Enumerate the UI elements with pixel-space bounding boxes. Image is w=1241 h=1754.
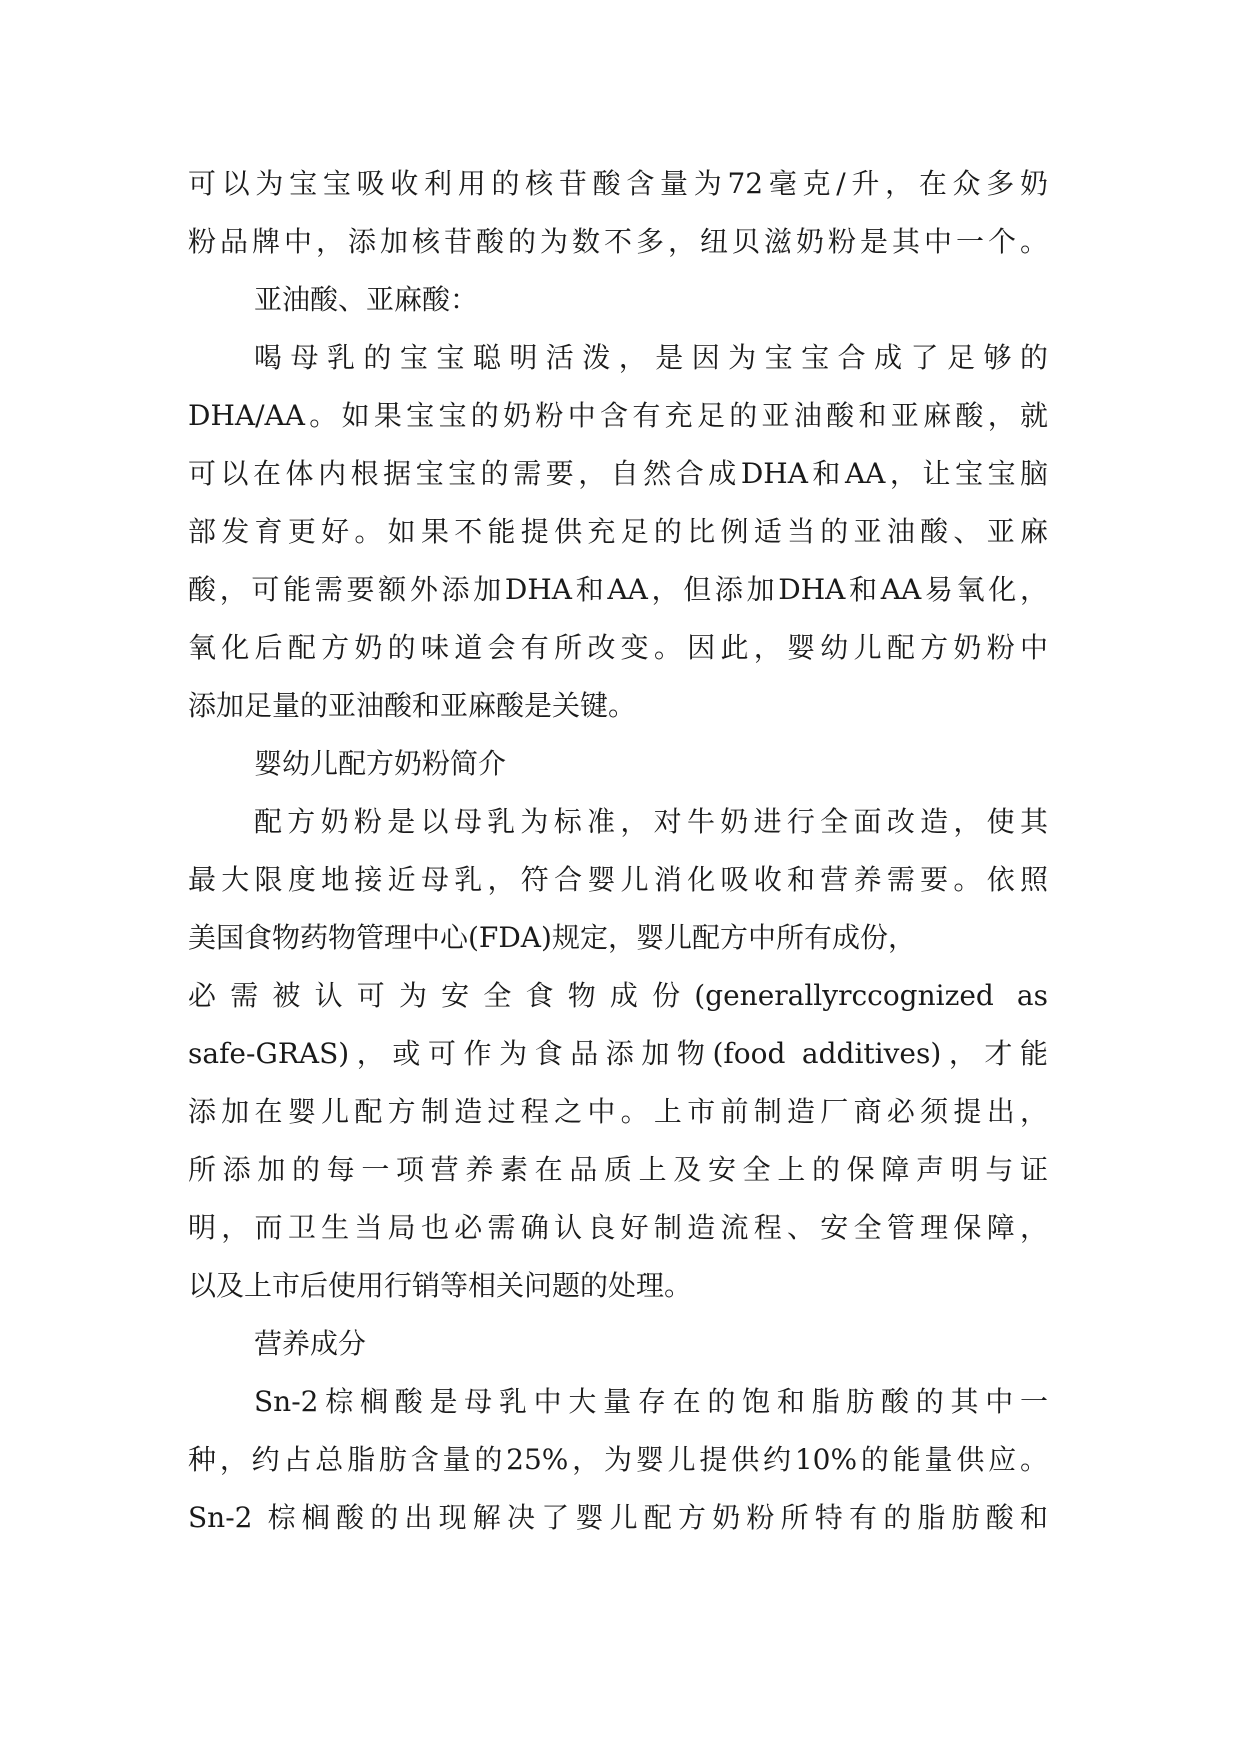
section-heading: 亚油酸、亚麻酸：	[254, 283, 479, 316]
paragraph-line: 以及上市后使用行销等相关问题的处理。	[188, 1269, 693, 1302]
paragraph-line: DHA/AA。如果宝宝的奶粉中含有充足的亚油酸和亚麻酸，就	[188, 399, 1048, 432]
paragraph-line: 粉品牌中，添加核苷酸的为数不多，纽贝滋奶粉是其中一个。	[188, 225, 1048, 258]
paragraph-line: 可以在体内根据宝宝的需要，自然合成DHA和AA，让宝宝脑	[188, 457, 1048, 490]
paragraph-line: 最大限度地接近母乳，符合婴儿消化吸收和营养需要。依照	[188, 863, 1048, 896]
paragraph-line: Sn-2棕榈酸是母乳中大量存在的饱和脂肪酸的其中一	[254, 1385, 1048, 1418]
paragraph-line: 酸，可能需要额外添加DHA和AA，但添加DHA和AA易氧化，	[188, 573, 1048, 606]
paragraph-line: 部发育更好。如果不能提供充足的比例适当的亚油酸、亚麻	[188, 515, 1048, 548]
paragraph-line: 所添加的每一项营养素在品质上及安全上的保障声明与证	[188, 1153, 1048, 1186]
section-heading: 婴幼儿配方奶粉简介	[254, 747, 507, 780]
paragraph-line: 可以为宝宝吸收利用的核苷酸含量为72毫克/升，在众多奶	[188, 167, 1048, 200]
paragraph-line: 必需被认可为安全食物成份(generallyrccognized as	[188, 979, 1048, 1012]
paragraph-line: 氧化后配方奶的味道会有所改变。因此，婴幼儿配方奶粉中	[188, 631, 1048, 664]
paragraph-line: 喝母乳的宝宝聪明活泼，是因为宝宝合成了足够的	[254, 341, 1048, 374]
paragraph-line: 美国食物药物管理中心(FDA)规定，婴儿配方中所有成份，	[188, 921, 916, 954]
paragraph-line: Sn-2 棕榈酸的出现解决了婴儿配方奶粉所特有的脂肪酸和	[188, 1501, 1048, 1534]
body-text	[188, 155, 1048, 1547]
paragraph-line: safe-GRAS)，或可作为食品添加物(food additives)，才能	[188, 1037, 1048, 1070]
paragraph-line: 添加在婴儿配方制造过程之中。上市前制造厂商必须提出，	[188, 1095, 1048, 1128]
paragraph-line: 种，约占总脂肪含量的25%，为婴儿提供约10%的能量供应。	[188, 1443, 1048, 1476]
paragraph-line: 配方奶粉是以母乳为标准，对牛奶进行全面改造，使其	[254, 805, 1048, 838]
section-heading: 营养成分	[254, 1327, 367, 1360]
paragraph-line: 添加足量的亚油酸和亚麻酸是关键。	[188, 689, 637, 722]
paragraph-line: 明，而卫生当局也必需确认良好制造流程、安全管理保障，	[188, 1211, 1048, 1244]
